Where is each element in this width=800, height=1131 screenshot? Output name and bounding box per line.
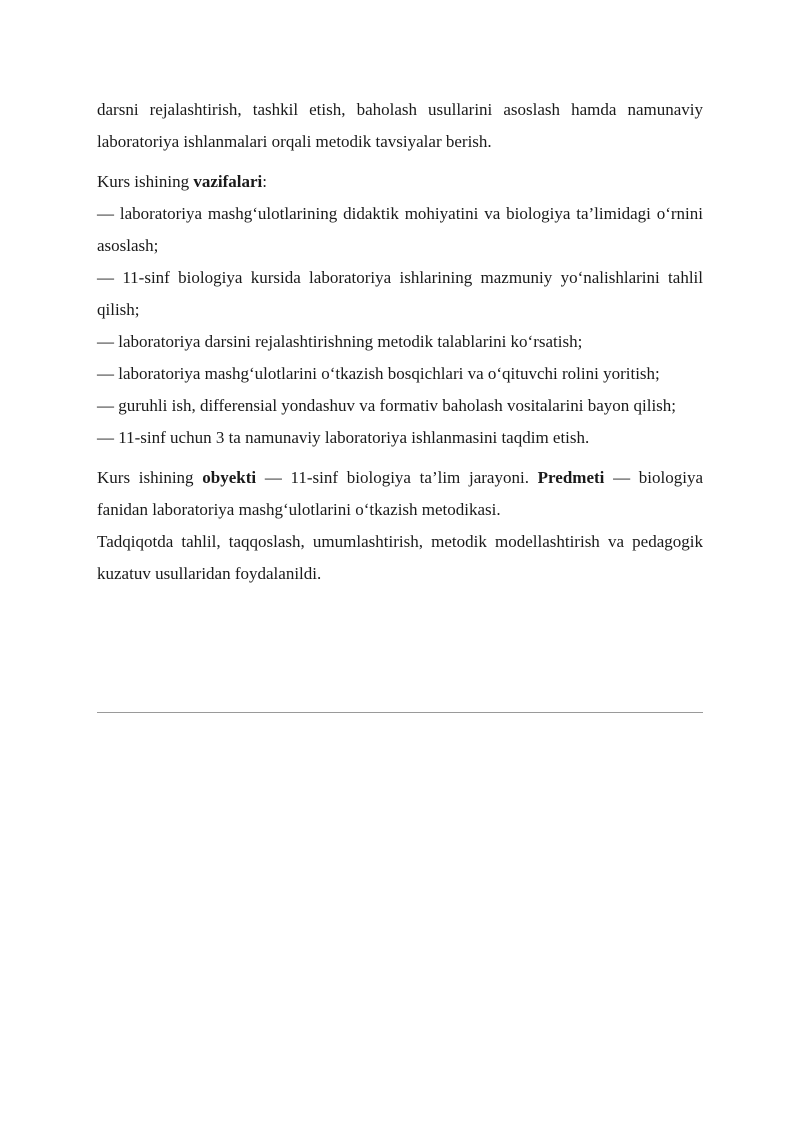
tasks-lead (97, 166, 703, 198)
task-item: — laboratoriya mashg‘ulotlarining didaktik mohiyatini va biologiya ta’limidagi o‘rnini asoslash; (97, 204, 703, 255)
section-divider (97, 712, 703, 713)
object-paragraph (97, 462, 703, 526)
methods-paragraph: Tadqiqotda tahlil, taqqoslash, umumlashtirish, metodik modellashtirish va pedagogik kuzatuv usullaridan foydalanildi. (97, 532, 703, 583)
task-item: — laboratoriya darsini rejalashtirishning metodik talablarini ko‘rsatish; (97, 332, 583, 351)
task-item: — 11-sinf uchun 3 ta namunaviy laboratoriya ishlanmasini taqdim etish. (97, 428, 590, 447)
task-item: — laboratoriya mashg‘ulotlarini o‘tkazish bosqichlari va o‘qituvchi rolini yoritish; (97, 364, 660, 383)
intro-paragraph: darsni rejalashtirish, tashkil etish, baholash usullarini asoslash hamda namunaviy laboratoriya ishlanmalari orqali metodik tavsiyalar berish. (97, 100, 703, 151)
document-body (97, 94, 703, 590)
task-item: — guruhli ish, differensial yondashuv va formativ baholash vositalarini bayon qilish; (97, 396, 677, 415)
task-item: — 11-sinf biologiya kursida laboratoriya ishlarining mazmuniy yo‘nalishlarini tahlil qilish; (97, 268, 703, 319)
object-prefix: Kurs ishining (97, 468, 203, 487)
subject-bold: Predmeti (537, 468, 605, 487)
tasks-lead-bold: vazifalari (193, 172, 263, 191)
tasks-lead-suffix: : (262, 172, 267, 191)
tasks-lead-prefix: Kurs ishining (97, 172, 194, 191)
object-suffix: — 11-sinf biologiya ta’lim jarayoni. (256, 468, 538, 487)
subject-text: — biologiya fanidan laboratoriya mashg‘ulotlarini o‘tkazish metodikasi. (97, 468, 704, 519)
object-bold: obyekti (202, 468, 257, 487)
